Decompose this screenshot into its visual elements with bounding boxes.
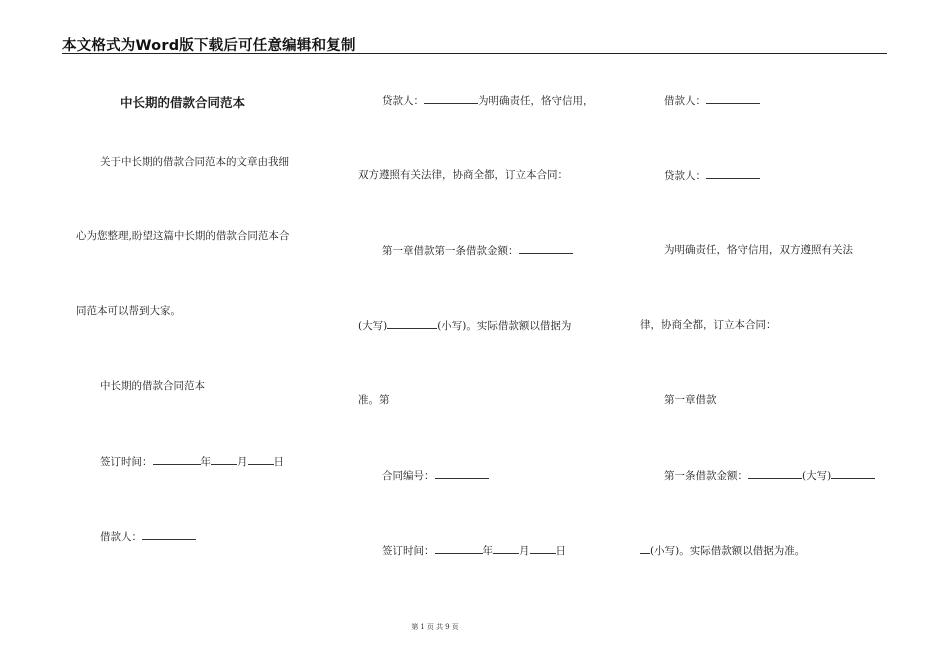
- amount-label: 第一条借款金额：: [664, 470, 748, 482]
- contract-no-label: 合同编号：: [382, 470, 435, 482]
- col3-lender: [664, 168, 760, 183]
- col1-line-3: 同范本可以帮到大家。: [76, 305, 181, 317]
- col1-line-2: 心为您整理,盼望这篇中长期的借款合同范本合: [76, 230, 290, 242]
- col2-line-2: 双方遵照有关法律，协商全都，订立本合同：: [358, 169, 568, 181]
- sign-time-label: 签订时间：: [100, 456, 153, 468]
- lender-label: 贷款人：: [664, 170, 706, 182]
- amount-blank: [519, 243, 573, 254]
- big-write-label: (大写): [802, 470, 832, 482]
- month-blank: [493, 543, 519, 554]
- page-suffix: 页: [451, 623, 459, 631]
- col3-line-3: 为明确责任，恪守信用，双方遵照有关法: [664, 244, 853, 256]
- big-write-label: (大写): [358, 320, 388, 332]
- col1-line-4: 中长期的借款合同范本: [100, 380, 205, 392]
- col3-line-7: [640, 543, 805, 558]
- lender-label: 贷款人：: [382, 95, 424, 107]
- page-prefix: 第: [411, 623, 419, 631]
- month-label: 月: [237, 456, 248, 468]
- borrower-blank: [142, 529, 196, 540]
- amount-blank: [748, 468, 802, 479]
- big-write-blank: [387, 318, 437, 329]
- document-title: 中长期的借款合同范本: [120, 95, 246, 110]
- sign-time-label: 签订时间：: [382, 545, 435, 557]
- lender-blank: [706, 168, 760, 179]
- col2-contract-no: [382, 468, 489, 483]
- big-write-blank: [831, 468, 875, 479]
- col2-sign-time: [382, 543, 566, 558]
- chapter-amount-label: 第一章借款第一条借款金额：: [382, 245, 519, 257]
- page-total: 9: [445, 623, 450, 631]
- small-write-text: (小写)。实际借款额以借据为: [437, 320, 572, 332]
- col2-amount-words: [358, 318, 571, 333]
- page-footer: [0, 622, 870, 632]
- col2-chapter-amount: [382, 243, 573, 258]
- col3-borrower: [664, 93, 760, 108]
- contract-no-blank: [435, 468, 489, 479]
- year-blank: [435, 543, 483, 554]
- borrower-label: 借款人：: [100, 531, 142, 543]
- year-label: 年: [200, 456, 211, 468]
- borrower-label: 借款人：: [664, 95, 706, 107]
- year-blank: [153, 454, 201, 465]
- col2-lender: [382, 93, 594, 108]
- col1-sign-time: [100, 454, 284, 469]
- col2-line-5: 准。第: [358, 394, 390, 406]
- page-mid: 页 共: [426, 623, 444, 631]
- day-label: 日: [273, 456, 284, 468]
- col3-line-5: 第一章借款: [664, 394, 717, 406]
- col3-line-4: 律，协商全都，订立本合同：: [640, 319, 777, 331]
- banner-divider: [62, 53, 887, 54]
- month-label: 月: [519, 545, 530, 557]
- small-write-blank: [640, 543, 650, 554]
- day-blank: [530, 543, 556, 554]
- col1-line-1: 关于中长期的借款合同范本的文章由我细: [100, 156, 289, 168]
- col1-borrower: [100, 529, 196, 544]
- day-label: 日: [555, 545, 566, 557]
- month-blank: [211, 454, 237, 465]
- lender-blank: [424, 93, 478, 104]
- small-write-text: (小写)。实际借款额以借据为准。: [650, 545, 806, 557]
- lender-tail: 为明确责任，恪守信用，: [478, 95, 594, 107]
- col3-amount: [664, 468, 875, 483]
- day-blank: [248, 454, 274, 465]
- page-number: 1: [420, 623, 425, 631]
- borrower-blank: [706, 93, 760, 104]
- document-banner: 本文格式为Word版下载后可任意编辑和复制: [62, 38, 356, 54]
- year-label: 年: [482, 545, 493, 557]
